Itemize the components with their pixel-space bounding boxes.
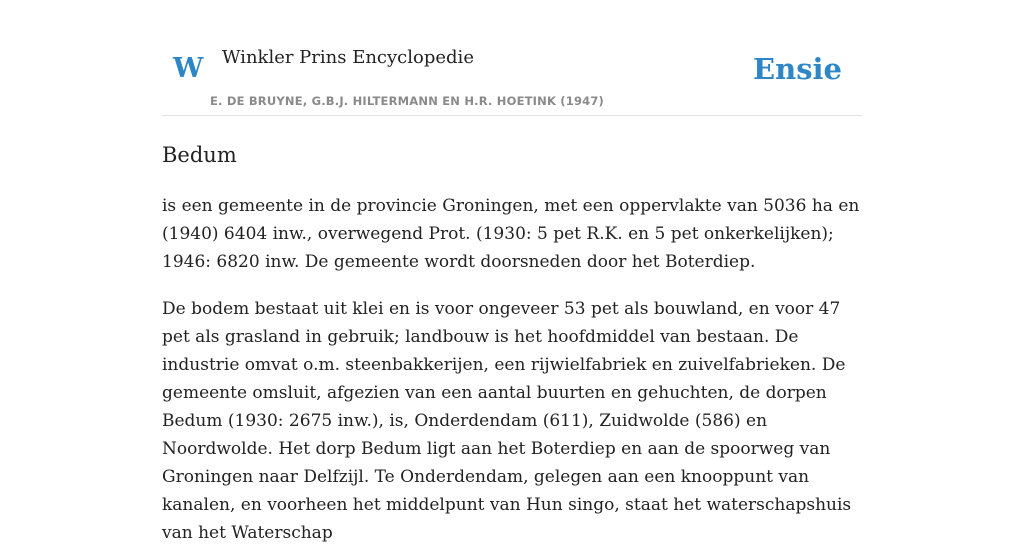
- entry-title: Bedum: [162, 143, 237, 167]
- ensie-brand-logo[interactable]: Ensie: [753, 52, 842, 86]
- winkler-prins-logo[interactable]: W: [173, 53, 204, 84]
- authors-byline: E. DE BRUYNE, G.B.J. HILTERMANN EN H.R. HOETINK (1947): [210, 94, 605, 108]
- site-header: [162, 0, 862, 116]
- site-title-link[interactable]: Winkler Prins Encyclopedie: [222, 47, 474, 68]
- entry-paragraph: De bodem bestaat uit klei en is voor ongeveer 53 pet als bouwland, en voor 47 pet als grasland in gebruik; landbouw is het hoofdmiddel van bestaan. De industrie omvat o.m. steenbakkerijen, een rijwielfabriek en zuivelfabrieken. De gemeente omsluit, afgezien van een aantal buurten en gehuchten, de dorpen Bedum (1930: 2675 inw.), is, Onderdendam (611), Zuidwolde (586) en Noordwolde. Het dorp Bedum ligt aan het Boterdiep en aan de spoorweg van Groningen naar Delfzijl. Te Onderdendam, gelegen aan een knooppunt van kanalen, en voorheen het middelpunt van Hun singo, staat het waterschapshuis van het Waterschap: [162, 299, 852, 543]
- entry-paragraph: is een gemeente in de provincie Groningen, met een oppervlakte van 5036 ha en (1940) 6404 inw., overwegend Prot. (1930: 5 pet R.K. en 5 pet onkerkelijken); 1946: 6820 inw. De gemeente wordt doorsneden door het Boterdiep.: [162, 196, 860, 272]
- page: [162, 0, 862, 547]
- entry-body: [162, 192, 862, 547]
